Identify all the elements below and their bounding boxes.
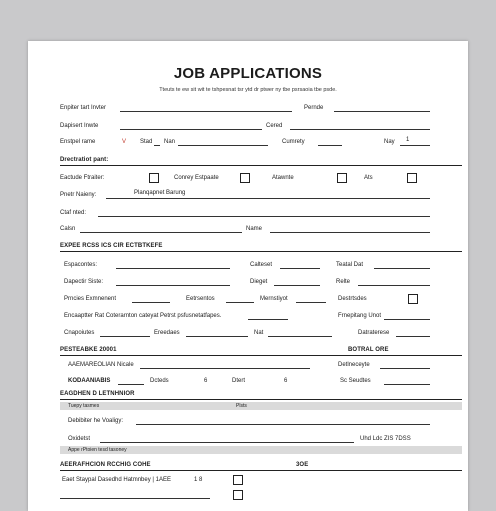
employer-name-field[interactable]	[120, 111, 292, 112]
education-checkbox[interactable]	[149, 173, 159, 183]
category-field[interactable]	[280, 268, 320, 269]
destinations-label: Destrtsdes	[338, 296, 367, 302]
category-label: Calteset	[250, 262, 273, 268]
county-label: Cumrety	[282, 139, 305, 145]
frequency-label: Frnepitang Unot	[338, 313, 382, 319]
section-4-rule	[60, 399, 462, 400]
encounter-label: Encaaptter Rat Coterarnton cateyat Petrst psfusnetatfapes.	[64, 313, 222, 319]
datraterese-field[interactable]	[396, 336, 430, 337]
director-label: Dapectir Siste:	[64, 279, 104, 285]
staff-field[interactable]	[98, 216, 430, 217]
permit-row	[28, 189, 468, 201]
section-1-rule	[60, 165, 462, 166]
director-row	[28, 276, 468, 288]
check-mark: V	[122, 139, 127, 145]
academic-field[interactable]	[140, 368, 310, 369]
entertainment-label: Eetrsentos	[186, 296, 215, 302]
phone-label: Pernde	[304, 105, 324, 111]
shaded-row-2	[60, 446, 462, 454]
nay-label: Nay	[384, 139, 395, 145]
section-2-heading: EXPEE RCSS ICS CIR ECTBTKEFE	[60, 243, 163, 249]
dtert-label: Dtert	[232, 378, 246, 384]
frequency-field[interactable]	[384, 319, 430, 320]
udc-label: Uhd Ldc ZIS 7DSS	[360, 436, 411, 442]
nan-field[interactable]	[178, 145, 268, 146]
academic-label: AAEMAREOLIAN Nicale	[68, 362, 134, 368]
schedules-field[interactable]	[384, 384, 430, 385]
section-2-rule	[60, 251, 462, 252]
ministry-label: Mernstiyot	[260, 296, 288, 302]
total-date-label: Teatal Dat	[336, 262, 364, 268]
digest-field[interactable]	[274, 285, 320, 286]
eaet-value: 1 8	[194, 477, 203, 483]
section-1-heading: Drectratiot pant:	[60, 157, 109, 163]
staff-label: Ctaf nted:	[60, 210, 87, 216]
section-3-heading-right: BOTRAL ORE	[348, 347, 389, 353]
shaded-row-1-right-label: Plsts	[236, 403, 247, 409]
principal-label: Prncies Exmnenent	[64, 296, 117, 302]
applicant-name-row	[28, 136, 468, 148]
oxidetst-row	[28, 433, 468, 445]
education-label: Eactude Ftraiter:	[60, 175, 105, 181]
dcteds-value: 6	[204, 378, 208, 384]
education-row	[28, 172, 468, 184]
county-field[interactable]	[318, 145, 342, 146]
nat-field[interactable]	[268, 336, 332, 337]
cered-field[interactable]	[290, 129, 430, 130]
ats-label: Ats	[364, 175, 373, 181]
company-checkbox[interactable]	[240, 173, 250, 183]
codes-field[interactable]	[118, 384, 144, 385]
department-label: Dapisert Inwte	[60, 123, 99, 129]
oxidetst-label: Oxidetst	[68, 436, 91, 442]
class-field[interactable]	[80, 232, 242, 233]
phone-field[interactable]	[334, 111, 430, 112]
codes-label: KODAANIABIS	[68, 378, 111, 384]
dtert-value: 6	[284, 378, 288, 384]
components-row	[28, 327, 468, 339]
class-row	[28, 223, 468, 235]
academic-row	[28, 359, 468, 371]
debiter-row	[28, 415, 468, 427]
section-3-rule	[60, 355, 462, 356]
state-field[interactable]	[154, 145, 160, 146]
department-field[interactable]	[120, 129, 262, 130]
cered-label: Cered	[266, 123, 283, 129]
ereedaes-label: Ereedaes	[154, 330, 180, 336]
nan-label: Nan	[164, 139, 176, 145]
dcteds-label: Dcteds	[150, 378, 169, 384]
ats-checkbox[interactable]	[407, 173, 417, 183]
section-3-heading: PESTEABKE 20001	[60, 347, 117, 353]
employer-name-label: Enpiter tart Invter	[60, 105, 107, 111]
schedules-label: Sc Seudtes	[340, 378, 371, 384]
components-field[interactable]	[100, 336, 150, 337]
section-4-heading: EAGDHEN D LETNHNIOR	[60, 391, 135, 397]
shaded-row-1-label: Tuepy tasmes	[68, 403, 100, 409]
permit-label: Pnetr Naieny:	[60, 192, 97, 198]
components-label: Cnapoiutes	[64, 330, 95, 336]
encounter-field[interactable]	[248, 319, 288, 320]
company-label: Conrey Estpaate	[174, 175, 219, 181]
nay-field[interactable]	[400, 145, 430, 146]
datraterese-label: Datraterese	[358, 330, 390, 336]
debiter-label: Debibiter he Voaligy:	[68, 418, 124, 424]
principal-row	[28, 293, 468, 305]
last-field[interactable]	[60, 498, 210, 499]
delivery-field[interactable]	[380, 368, 430, 369]
destinations-checkbox[interactable]	[408, 294, 418, 304]
form-title: JOB APPLICATIONS	[173, 65, 323, 82]
alternate-label: Atawnte	[272, 175, 294, 181]
form-subtitle: Tteuts te ew sit wit te tshpesnat tsr ytd dr ptwer ny tbe psrsaoia tbe psde.	[159, 87, 337, 93]
applicant-name-label: Enstpel rame	[60, 139, 96, 145]
encounter-row	[28, 310, 468, 322]
alternate-checkbox[interactable]	[337, 173, 347, 183]
eaet-checkbox[interactable]	[233, 475, 243, 485]
class-label: Calsn	[60, 226, 76, 232]
codes-row	[28, 375, 468, 387]
ministry-field[interactable]	[296, 302, 326, 303]
state-label: Stad	[140, 139, 153, 145]
permit-field[interactable]	[106, 198, 430, 199]
last-row	[28, 489, 468, 501]
employer-name-row	[28, 102, 468, 114]
permit-value: Planqapnet Barung	[134, 190, 186, 196]
eaet-label: Eaet Staypal Dasedhd Hatmnbey | 1AEE	[62, 477, 171, 483]
department-row	[28, 120, 468, 132]
section-5-heading: AEERAFHCION RCCHIG COHE	[60, 462, 151, 468]
entertainment-field[interactable]	[226, 302, 254, 303]
oxidetst-field[interactable]	[100, 442, 354, 443]
section-5-heading-right: 3OE	[296, 462, 309, 468]
staff-row	[28, 207, 468, 219]
ereedaes-field[interactable]	[186, 336, 248, 337]
total-date-field[interactable]	[374, 268, 430, 269]
last-checkbox[interactable]	[233, 490, 243, 500]
experience-field[interactable]	[116, 268, 230, 269]
experience-label: Espacontes:	[64, 262, 98, 268]
delivery-label: Detlneceyte	[338, 362, 370, 368]
nay-value: 1	[406, 137, 410, 143]
nat-label: Nat	[254, 330, 264, 336]
application-form-sheet	[28, 41, 468, 511]
relte-label: Relte	[336, 279, 351, 285]
name-label: Name	[246, 226, 263, 232]
debiter-field[interactable]	[136, 424, 430, 425]
name-field[interactable]	[270, 232, 430, 233]
principal-field[interactable]	[132, 302, 170, 303]
director-field[interactable]	[116, 285, 230, 286]
digest-label: Dieget	[250, 279, 268, 285]
experience-row	[28, 259, 468, 271]
relte-field[interactable]	[358, 285, 430, 286]
section-5-rule	[60, 470, 462, 471]
shaded-row-1	[60, 402, 462, 410]
shaded-row-2-label: Appe rPtoien tesd tasoney	[68, 447, 127, 453]
eaet-row	[28, 474, 468, 486]
